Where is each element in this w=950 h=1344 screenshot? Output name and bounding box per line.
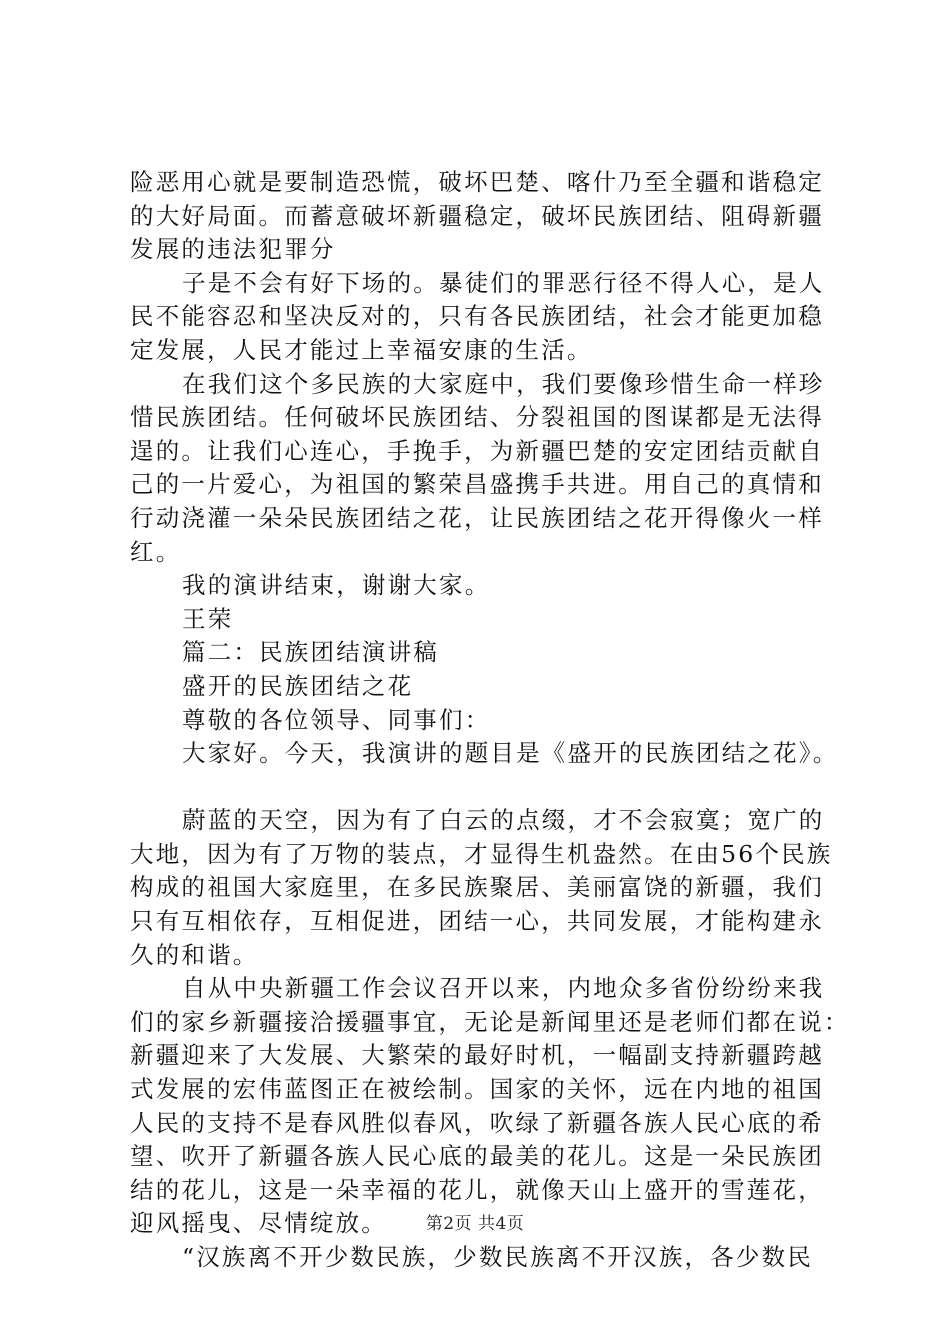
page-footer: 第2页 共4页 (425, 1214, 525, 1234)
text-line: 大地，因为有了万物的装点，才显得生机盎然。在由56个民族 (130, 839, 833, 868)
text-line: 结的花儿，这是一朵幸福的花儿，就像天山上盛开的雪莲花， (130, 1175, 824, 1204)
text-line: 逞的。让我们心连心，手挽手，为新疆巴楚的安定团结贡献自 (130, 436, 824, 465)
text-line: 构成的祖国大家庭里，在多民族聚居、美丽富饶的新疆，我们 (130, 873, 824, 902)
text-line: 新疆迎来了大发展、大繁荣的最好时机，一幅副支持新疆跨越 (130, 1041, 824, 1070)
text-line: “汉族离不开少数民族，少数民族离不开汉族，各少数民 (182, 1243, 814, 1271)
text-line: 己的一片爱心，为祖国的繁荣昌盛携手共进。用自己的真情和 (130, 470, 824, 499)
text-line: 发展的违法犯罪分 (130, 235, 336, 264)
text-line: 红。 (130, 537, 182, 566)
text-line: 王荣 (182, 604, 234, 633)
text-line: 人民的支持不是春风胜似春风，吹绿了新疆各族人民心底的希 (130, 1108, 824, 1137)
text-line: 迎风摇曳、尽情绽放。 (130, 1209, 387, 1238)
text-line: 蔚蓝的天空，因为有了白云的点缀，才不会寂寞；宽广的 (182, 806, 825, 835)
text-line: 望、吹开了新疆各族人民心底的最美的花儿。这是一朵民族团 (130, 1142, 824, 1171)
text-line: 久的和谐。 (130, 940, 259, 969)
text-line: 只有互相依存，互相促进，团结一心，共同发展，才能构建永 (130, 907, 824, 936)
text-line: 篇二：民族团结演讲稿 (182, 638, 439, 667)
text-line: 们的家乡新疆接洽援疆事宜，无论是新闻里还是老师们都在说： (130, 1007, 850, 1036)
document-body (130, 166, 850, 1275)
text-line: 式发展的宏伟蓝图正在被绘制。国家的关怀，远在内地的祖国 (130, 1075, 824, 1104)
text-line: 惜民族团结。任何破坏民族团结、分裂祖国的图谋都是无法得 (130, 403, 824, 432)
text-line: 险恶用心就是要制造恐慌，破坏巴楚、喀什乃至全疆和谐稳定 (130, 168, 824, 196)
text-line: 定发展，人民才能过上幸福安康的生活。 (130, 335, 593, 364)
text-line: 的大好局面。而蓄意破坏新疆稳定，破坏民族团结、阻碍新疆 (130, 201, 824, 230)
text-line: 大家好。今天，我演讲的题目是《盛开的民族团结之花》。 (182, 739, 839, 768)
text-line: 自从中央新疆工作会议召开以来，内地众多省份纷纷来我 (182, 974, 825, 1003)
text-line: 行动浇灌一朵朵民族团结之花，让民族团结之花开得像火一样 (130, 503, 824, 532)
text-line: 子是不会有好下场的。暴徒们的罪恶行径不得人心，是人 (182, 268, 825, 297)
text-line: 在我们这个多民族的大家庭中，我们要像珍惜生命一样珍 (182, 369, 825, 398)
blank-line (130, 771, 850, 805)
text-line: 我的演讲结束，谢谢大家。 (182, 571, 491, 600)
text-line: 尊敬的各位领导、同事们： (182, 705, 491, 734)
text-line: 盛开的民族团结之花 (182, 671, 414, 700)
text-line: 民不能容忍和坚决反对的，只有各民族团结，社会才能更加稳 (130, 302, 824, 331)
